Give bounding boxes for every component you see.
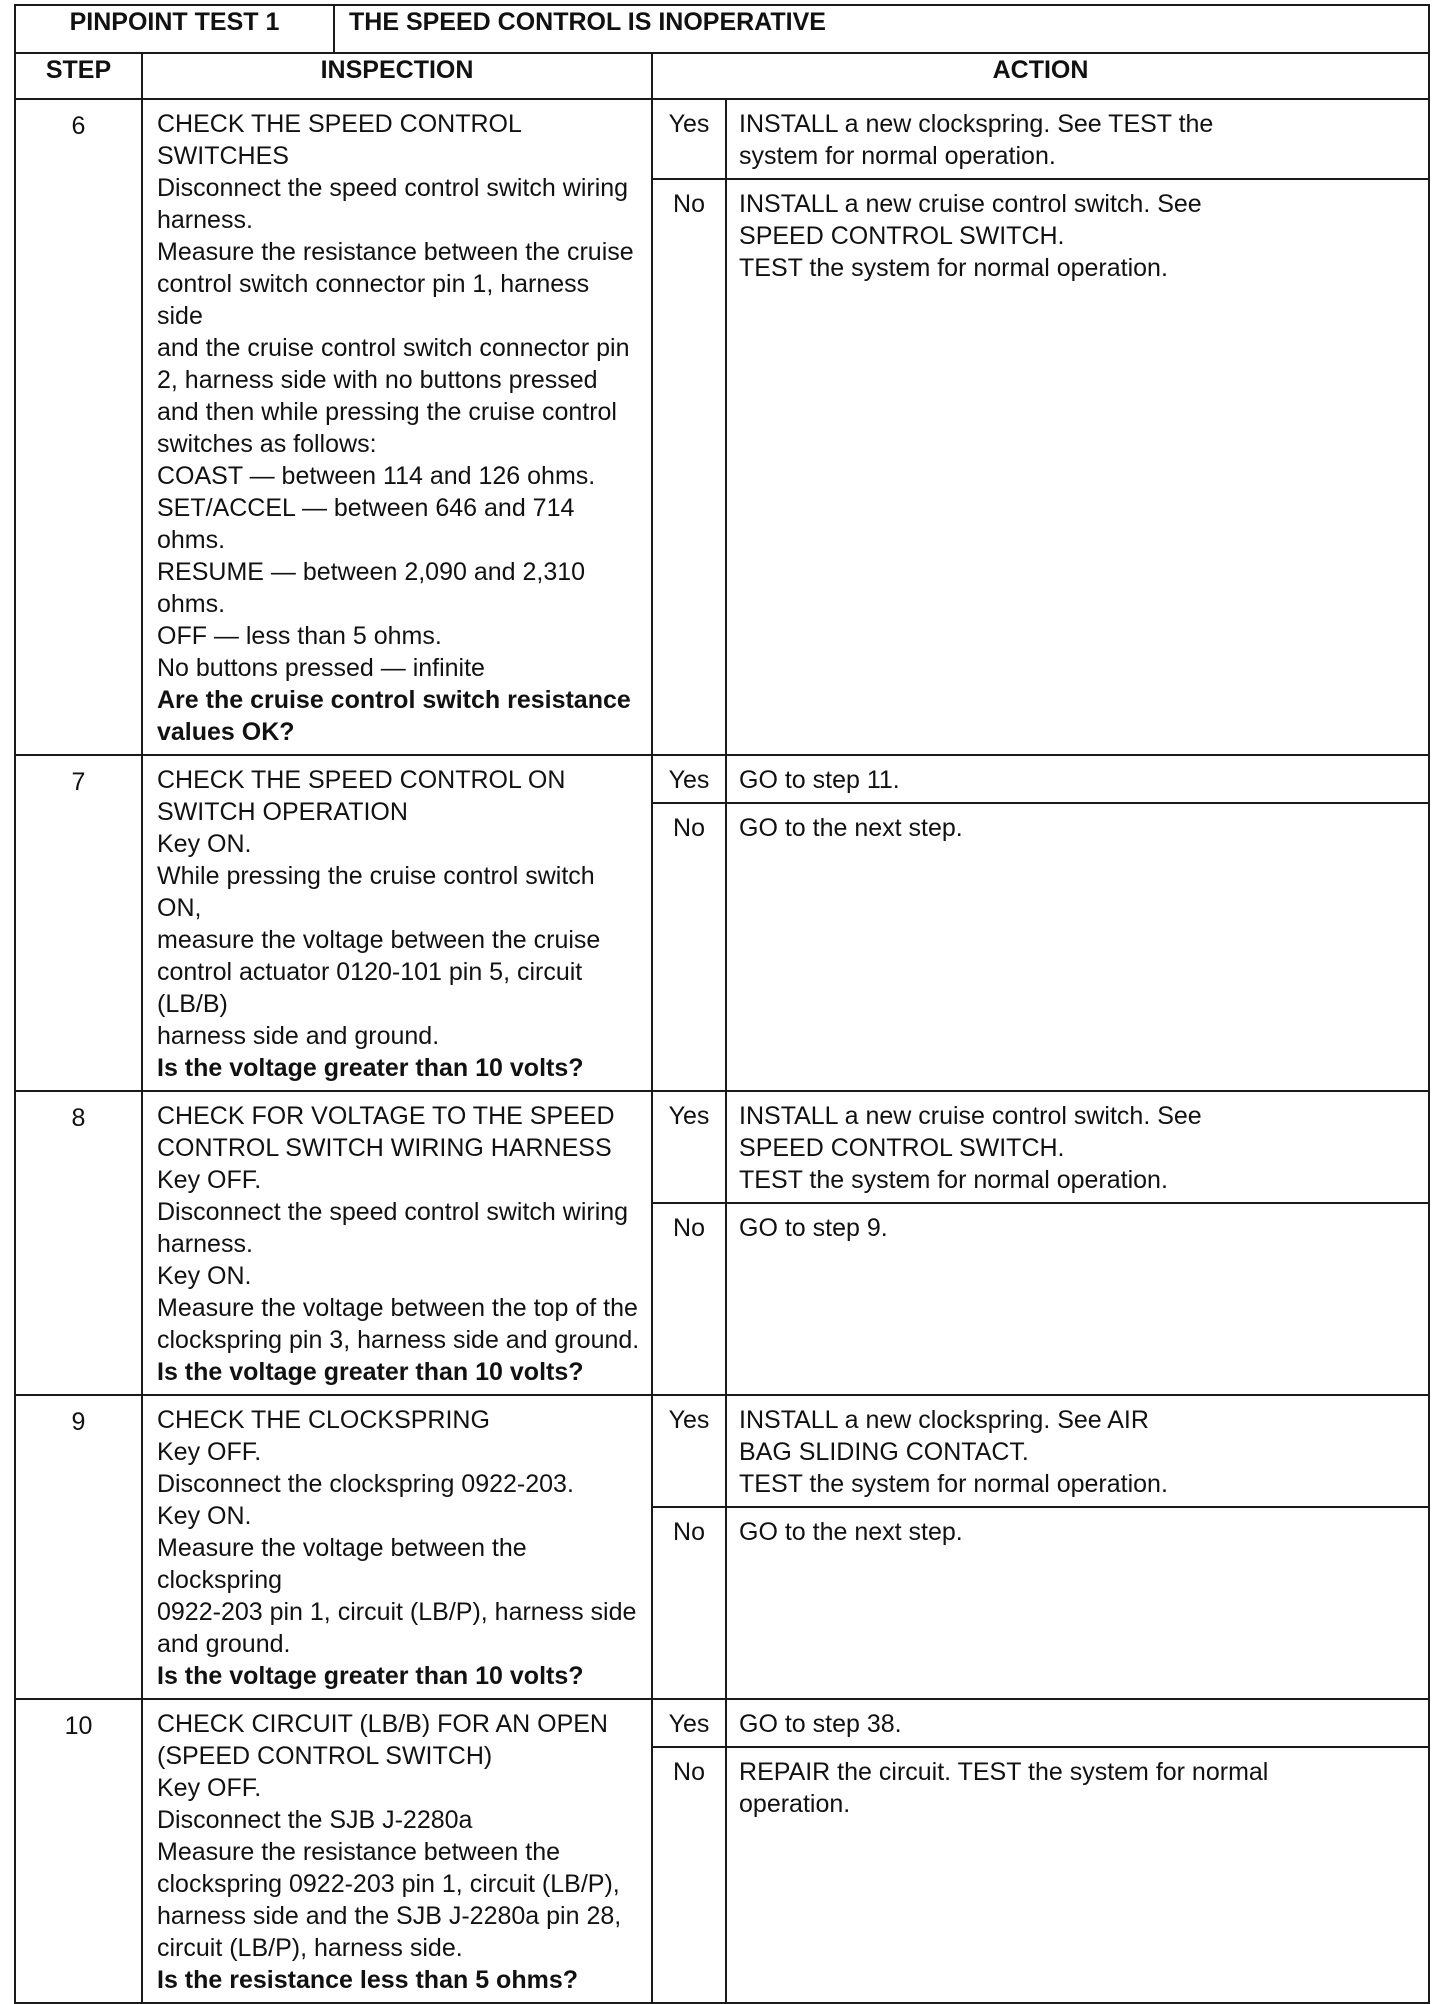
- pinpoint-test-sheet: [14, 4, 1428, 1994]
- no-action: [726, 179, 1429, 755]
- no-action: [726, 1747, 1429, 2003]
- inspection-line: CHECK FOR VOLTAGE TO THE SPEED: [157, 1102, 615, 1130]
- inspection-line: Disconnect the SJB J-2280a: [157, 1806, 473, 1834]
- inspection-line: Disconnect the speed control switch wiring: [157, 174, 629, 202]
- no-label: No: [652, 1747, 726, 2003]
- yes-label: Yes: [652, 1091, 726, 1203]
- step-row: [15, 1395, 1429, 1507]
- inspection-line: Measure the resistance between the cruise: [157, 238, 634, 266]
- inspection-line: CHECK THE SPEED CONTROL ON: [157, 766, 566, 794]
- inspection-line: Key OFF.: [157, 1774, 262, 1802]
- inspection-line: No buttons pressed — infinite: [157, 654, 485, 682]
- inspection-line: CHECK THE CLOCKSPRING: [157, 1406, 490, 1434]
- inspection-line: Key ON.: [157, 1262, 252, 1290]
- step-row: [15, 755, 1429, 803]
- inspection-question: Is the resistance less than 5 ohms?: [157, 1966, 578, 1994]
- step-row: [15, 1699, 1429, 1747]
- action-line: SPEED CONTROL SWITCH.: [739, 1134, 1065, 1162]
- inspection-line: Disconnect the clockspring 0922-203.: [157, 1470, 574, 1498]
- inspection-line: Measure the resistance between the: [157, 1838, 561, 1866]
- inspection-question: Is the voltage greater than 10 volts?: [157, 1358, 584, 1386]
- inspection-line: 0922-203 pin 1, circuit (LB/P), harness side: [157, 1598, 637, 1626]
- step-number: 7: [15, 755, 142, 1091]
- inspection-line: While pressing the cruise control switch ON,: [157, 862, 595, 922]
- action-line: INSTALL a new clockspring. See AIR: [739, 1406, 1149, 1434]
- yes-label: Yes: [652, 1395, 726, 1507]
- inspection-line: harness side and the SJB J-2280a pin 28,: [157, 1902, 622, 1930]
- column-header-row: [15, 53, 1429, 99]
- inspection-line: Key ON.: [157, 830, 252, 858]
- action-line: GO to step 9.: [739, 1214, 888, 1242]
- inspection-line: and the cruise control switch connector pin: [157, 334, 630, 362]
- yes-label: Yes: [652, 1699, 726, 1747]
- inspection-line: SWITCH OPERATION: [157, 798, 408, 826]
- inspection-line: control actuator 0120-101 pin 5, circuit (LB/B): [157, 958, 583, 1018]
- inspection-line: Measure the voltage between the top of the: [157, 1294, 638, 1322]
- inspection-cell: [142, 755, 652, 1091]
- inspection-line: CONTROL SWITCH WIRING HARNESS: [157, 1134, 612, 1162]
- action-line: INSTALL a new cruise control switch. See: [739, 190, 1202, 218]
- inspection-line: RESUME — between 2,090 and 2,310 ohms.: [157, 558, 586, 618]
- inspection-line: CHECK CIRCUIT (LB/B) FOR AN OPEN: [157, 1710, 608, 1738]
- step-column-header: STEP: [15, 53, 142, 99]
- inspection-line: Measure the voltage between the clockspring: [157, 1534, 527, 1594]
- inspection-cell: [142, 99, 652, 755]
- title-row: [15, 5, 1429, 53]
- inspection-cell: [142, 1699, 652, 2003]
- inspection-line: clockspring pin 3, harness side and ground.: [157, 1326, 640, 1354]
- no-label: No: [652, 179, 726, 755]
- inspection-line: COAST — between 114 and 126 ohms.: [157, 462, 596, 490]
- inspection-line: Key OFF.: [157, 1166, 262, 1194]
- action-line: REPAIR the circuit. TEST the system for normal: [739, 1758, 1269, 1786]
- action-line: TEST the system for normal operation.: [739, 254, 1168, 282]
- yes-action: [726, 1395, 1429, 1507]
- yes-action: [726, 1699, 1429, 1747]
- no-action: [726, 803, 1429, 1091]
- no-action: [726, 1507, 1429, 1699]
- action-line: GO to step 38.: [739, 1710, 902, 1738]
- step-number: 10: [15, 1699, 142, 2003]
- pinpoint-test-table: [14, 4, 1430, 2004]
- action-line: BAG SLIDING CONTACT.: [739, 1438, 1029, 1466]
- action-line: INSTALL a new clockspring. See TEST the: [739, 110, 1214, 138]
- no-label: No: [652, 1203, 726, 1395]
- step-number: 9: [15, 1395, 142, 1699]
- action-line: GO to step 11.: [739, 766, 900, 794]
- no-label: No: [652, 1507, 726, 1699]
- action-line: TEST the system for normal operation.: [739, 1166, 1168, 1194]
- inspection-line: harness side and ground.: [157, 1022, 440, 1050]
- action-line: GO to the next step.: [739, 1518, 963, 1546]
- inspection-line: CHECK THE SPEED CONTROL SWITCHES: [157, 110, 521, 170]
- inspection-line: (SPEED CONTROL SWITCH): [157, 1742, 493, 1770]
- inspection-question: Are the cruise control switch resistance values OK?: [157, 686, 631, 746]
- inspection-line: measure the voltage between the cruise: [157, 926, 601, 954]
- yes-action: [726, 1091, 1429, 1203]
- action-line: GO to the next step.: [739, 814, 963, 842]
- inspection-line: and then while pressing the cruise control: [157, 398, 617, 426]
- test-label: PINPOINT TEST 1: [15, 5, 334, 53]
- action-line: SPEED CONTROL SWITCH.: [739, 222, 1065, 250]
- inspection-column-header: INSPECTION: [142, 53, 652, 99]
- inspection-line: Disconnect the speed control switch wiring: [157, 1198, 629, 1226]
- step-number: 8: [15, 1091, 142, 1395]
- inspection-cell: [142, 1091, 652, 1395]
- inspection-line: OFF — less than 5 ohms.: [157, 622, 442, 650]
- inspection-cell: [142, 1395, 652, 1699]
- inspection-question: Is the voltage greater than 10 volts?: [157, 1054, 584, 1082]
- no-action: [726, 1203, 1429, 1395]
- action-column-header: ACTION: [652, 53, 1429, 99]
- inspection-line: harness.: [157, 206, 253, 234]
- action-line: TEST the system for normal operation.: [739, 1470, 1168, 1498]
- step-row: [15, 1091, 1429, 1203]
- inspection-line: Key ON.: [157, 1502, 252, 1530]
- step-row: [15, 99, 1429, 179]
- yes-action: [726, 99, 1429, 179]
- step-number: 6: [15, 99, 142, 755]
- inspection-line: and ground.: [157, 1630, 291, 1658]
- inspection-line: harness.: [157, 1230, 253, 1258]
- yes-label: Yes: [652, 99, 726, 179]
- inspection-line: control switch connector pin 1, harness side: [157, 270, 590, 330]
- no-label: No: [652, 803, 726, 1091]
- inspection-line: SET/ACCEL — between 646 and 714 ohms.: [157, 494, 575, 554]
- inspection-question: Is the voltage greater than 10 volts?: [157, 1662, 584, 1690]
- action-line: operation.: [739, 1790, 851, 1818]
- inspection-line: Key OFF.: [157, 1438, 262, 1466]
- test-title: THE SPEED CONTROL IS INOPERATIVE: [334, 5, 1429, 53]
- inspection-line: clockspring 0922-203 pin 1, circuit (LB/P),: [157, 1870, 620, 1898]
- inspection-line: 2, harness side with no buttons pressed: [157, 366, 598, 394]
- inspection-line: circuit (LB/P), harness side.: [157, 1934, 463, 1962]
- yes-action: [726, 755, 1429, 803]
- yes-label: Yes: [652, 755, 726, 803]
- action-line: INSTALL a new cruise control switch. See: [739, 1102, 1202, 1130]
- action-line: system for normal operation.: [739, 142, 1056, 170]
- inspection-line: switches as follows:: [157, 430, 377, 458]
